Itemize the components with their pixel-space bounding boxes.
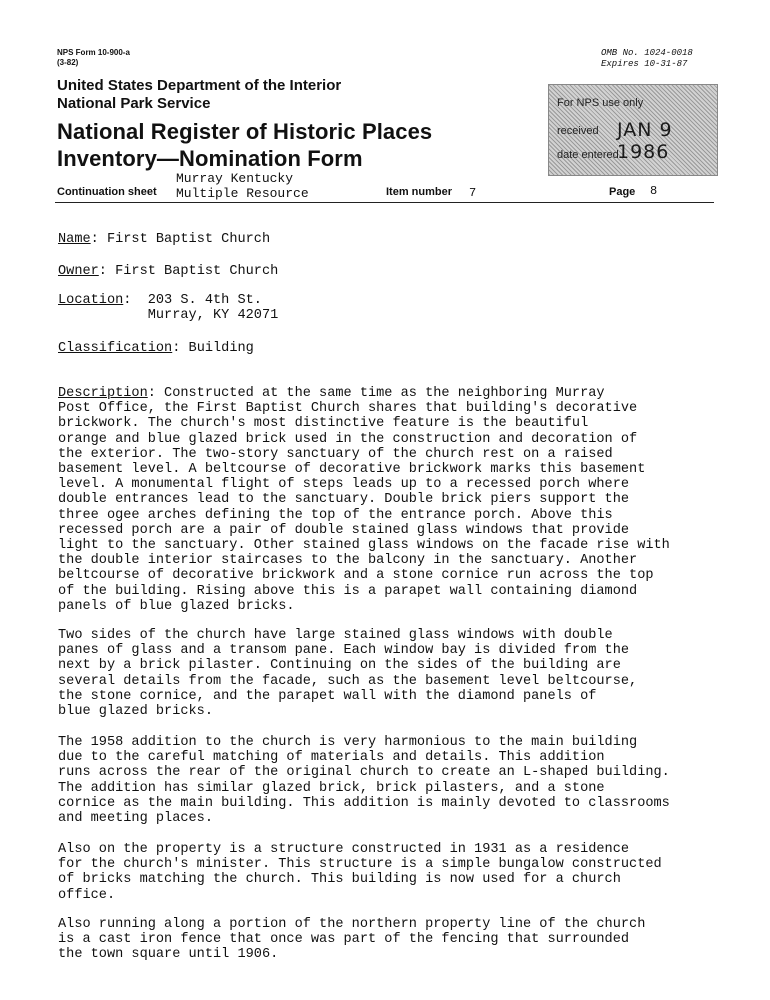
description-line: basement level. A beltcourse of decorative brickwork marks this basement xyxy=(58,462,646,478)
description-line: panels of blue glazed bricks. xyxy=(58,598,295,614)
description-line: orange and blue glazed brick used in the construction and decoration of xyxy=(58,431,638,447)
description-line: the double interior staircases to the balcony in the sanctuary. Another xyxy=(58,553,638,569)
paragraph-line: Also on the property is a structure constructed in 1931 as a residence xyxy=(58,842,630,857)
page-number: 8 xyxy=(650,184,658,198)
description-line: Post Office, the First Baptist Church shares that building's decorative xyxy=(58,401,638,417)
description-line: double entrances lead to the sanctuary. Double brick piers support the xyxy=(58,492,630,508)
owner-label: Owner xyxy=(58,264,99,279)
paragraph-line: of bricks matching the church. This building is now used for a church xyxy=(58,872,621,888)
omb-line2: Expires 10-31-87 xyxy=(601,59,688,69)
nps-use-stamp xyxy=(548,84,718,176)
form-number-line1: NPS Form 10-900-a xyxy=(57,48,130,57)
description-line: recessed porch are a pair of double stained glass windows that provide xyxy=(58,522,630,538)
name-label: Name xyxy=(58,232,91,247)
description-line: three ogee arches defining the top of the entrance porch. Above this xyxy=(58,507,613,523)
description-paragraph xyxy=(58,386,670,614)
paragraph-line: due to the careful matching of materials and details. This addition xyxy=(58,750,605,766)
name-value: : First Baptist Church xyxy=(90,232,271,247)
form-number xyxy=(57,48,130,68)
item-number-value: 7 xyxy=(469,186,477,200)
multiple-resource-place: Murray Kentucky xyxy=(176,171,294,186)
paragraph-line: panes of glass and a transom pane. Each window bay is divided from the xyxy=(58,643,630,659)
title-line2: Inventory—Nomination Form xyxy=(57,146,363,171)
paragraph-line: and meeting places. xyxy=(58,811,213,827)
header-divider xyxy=(55,202,714,203)
classification-field xyxy=(58,341,254,356)
paragraph-line: the town square until 1906. xyxy=(58,947,279,963)
fence-paragraph xyxy=(58,917,645,963)
description-line: brickwork. The church's most distinctive feature is the beautiful xyxy=(58,416,589,432)
paragraph-line: runs across the rear of the original church to create an L-shaped building. xyxy=(58,765,670,781)
description-line: the exterior. The two-story sanctuary of the church rest on a raised xyxy=(58,446,613,462)
description-line: beltcourse of decorative brickwork and a stone cornice run across the top xyxy=(58,568,654,584)
location-line1: : 203 S. 4th St. xyxy=(123,293,262,308)
paragraph-line: several details from the facade, such as the basement level beltcourse, xyxy=(58,673,638,689)
department-name: United States Department of the Interior xyxy=(57,77,342,94)
location-field xyxy=(58,293,278,323)
sides-paragraph xyxy=(58,628,637,719)
for-nps-label: For NPS use only xyxy=(557,97,644,109)
description-label: Description xyxy=(58,386,148,401)
classification-label: Classification xyxy=(58,341,173,356)
paragraph-line: cornice as the main building. This addition is mainly devoted to classrooms xyxy=(58,795,670,811)
continuation-sheet-label: Continuation sheet xyxy=(57,186,157,198)
description-line: light to the sanctuary. Other stained glass windows on the facade rise with xyxy=(58,538,670,554)
location-line2: Murray, KY 42071 xyxy=(58,308,279,324)
multiple-resource-name: Multiple Resource xyxy=(176,186,309,201)
residence-paragraph xyxy=(58,842,662,903)
addition-paragraph xyxy=(58,735,670,826)
description-line: level. A monumental flight of steps leads up to a recessed porch where xyxy=(58,477,630,493)
omb-line1: OMB No. 1024-0018 xyxy=(601,48,693,58)
omb-number xyxy=(601,48,693,70)
form-number-line2: (3-82) xyxy=(57,58,79,67)
service-name: National Park Service xyxy=(57,95,211,112)
owner-value: : First Baptist Church xyxy=(98,264,279,279)
location-label: Location xyxy=(58,293,124,308)
paragraph-line: next by a brick pilaster. Continuing on the sides of the building are xyxy=(58,658,621,674)
date-entered-label: date entered xyxy=(557,149,619,161)
paragraph-line: The 1958 addition to the church is very harmonious to the main building xyxy=(58,735,638,750)
agency-heading xyxy=(57,77,341,113)
paragraph-line: office. xyxy=(58,887,116,903)
page-label: Page xyxy=(609,186,636,198)
owner-field xyxy=(58,264,278,279)
paragraph-line: the stone cornice, and the parapet wall with the diamond panels of xyxy=(58,688,597,704)
description-line: of the building. Rising above this is a parapet wall containing diamond xyxy=(58,583,638,599)
received-label: received xyxy=(557,125,599,137)
paragraph-line: for the church's minister. This structure is a simple bungalow constructed xyxy=(58,857,662,873)
paragraph-line: The addition has similar glazed brick, brick pilasters, and a stone xyxy=(58,780,605,796)
name-field xyxy=(58,232,270,247)
title-line1: National Register of Historic Places xyxy=(57,119,433,144)
classification-value: : Building xyxy=(172,341,254,356)
item-number-label: Item number xyxy=(386,186,453,198)
form-title xyxy=(57,118,432,172)
received-date: JAN 9 1986 xyxy=(617,119,673,163)
paragraph-line: blue glazed bricks. xyxy=(58,704,213,720)
paragraph-line: is a cast iron fence that once was part of the fencing that surrounded xyxy=(58,932,630,948)
paragraph-line: Two sides of the church have large stained glass windows with double xyxy=(58,628,613,643)
description-line-0: : Constructed at the same time as the neighboring Murray xyxy=(147,386,605,401)
paragraph-line: Also running along a portion of the northern property line of the church xyxy=(58,917,646,932)
